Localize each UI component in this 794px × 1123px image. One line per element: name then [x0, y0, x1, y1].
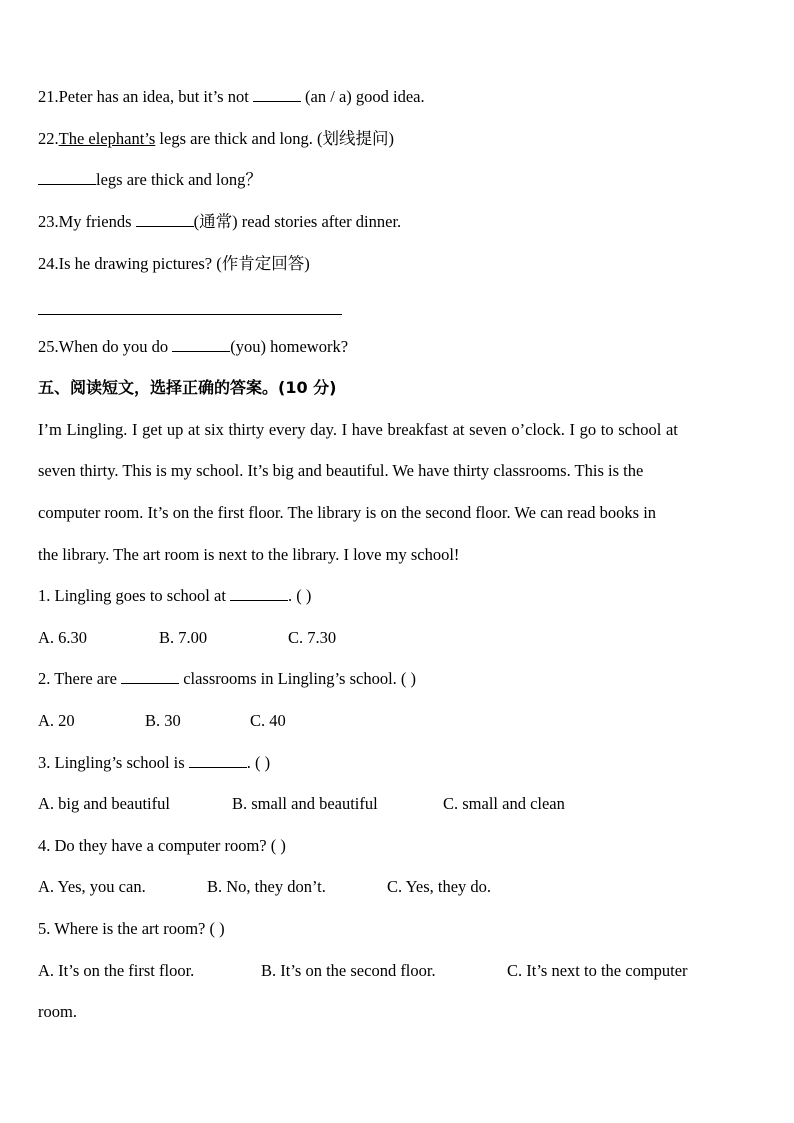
- reading-question-2-blank[interactable]: [121, 669, 179, 684]
- question-25-text-pre: 25.When do you do: [38, 337, 173, 356]
- reading-question-1-blank[interactable]: [230, 586, 288, 601]
- reading-question-3-blank[interactable]: [189, 753, 247, 768]
- reading-q3-option-c[interactable]: C. small and clean: [443, 794, 565, 813]
- question-22-text-post: legs are thick and long. (划线提问): [155, 129, 395, 148]
- question-24-answer-line[interactable]: [38, 314, 342, 315]
- question-23-text-pre: 23.My friends: [38, 212, 136, 231]
- question-22-line2-text: legs are thick and long？: [96, 170, 262, 189]
- reading-question-2: [38, 668, 416, 690]
- reading-q2-option-c[interactable]: C. 40: [250, 711, 286, 730]
- reading-question-1-post: . ( ): [288, 586, 312, 605]
- question-21: [38, 86, 425, 108]
- question-22-number: 22.: [38, 129, 59, 148]
- passage-line-2: seven thirty. This is my school. It’s big and beautiful. We have thirty classrooms. This is the: [38, 461, 644, 480]
- question-22-answer-line: [38, 169, 262, 191]
- question-25: [38, 336, 348, 358]
- question-21-number: 21.: [38, 87, 59, 106]
- question-22-blank[interactable]: [38, 170, 96, 185]
- question-23-text-post: (通常) read stories after dinner.: [193, 212, 402, 231]
- question-24-text: 24.Is he drawing pictures? (作肯定回答): [38, 254, 310, 273]
- reading-q1-option-b[interactable]: B. 7.00: [159, 628, 208, 647]
- reading-question-2-post: classrooms in Lingling’s school. ( ): [179, 669, 417, 688]
- passage-line-1: I’m Lingling. I get up at six thirty every day. I have breakfast at seven o’clock. I go to school at: [38, 420, 678, 439]
- reading-q5-option-b[interactable]: B. It’s on the second floor.: [261, 961, 436, 980]
- reading-q3-option-a[interactable]: A. big and beautiful: [38, 794, 170, 813]
- reading-q1-option-c[interactable]: C. 7.30: [288, 628, 337, 647]
- reading-question-3: [38, 752, 270, 774]
- question-25-text-post: (you) homework?: [230, 337, 349, 356]
- passage-line-4: the library. The art room is next to the library. I love my school!: [38, 545, 460, 564]
- section-5-heading: 五、阅读短文，选择正确的答案。(10 分): [38, 378, 337, 397]
- reading-q4-option-b[interactable]: B. No, they don’t.: [207, 877, 326, 896]
- reading-q4-option-a[interactable]: A. Yes, you can.: [38, 877, 146, 896]
- question-22-underlined-phrase: The elephant’s: [58, 129, 156, 148]
- reading-q1-option-a[interactable]: A. 6.30: [38, 628, 88, 647]
- passage-line-3: computer room. It’s on the first floor. The library is on the second floor. We can read books in: [38, 503, 657, 522]
- reading-q3-option-b[interactable]: B. small and beautiful: [232, 794, 378, 813]
- question-23-blank[interactable]: [136, 212, 194, 227]
- question-23: [38, 211, 401, 233]
- reading-q2-option-a[interactable]: A. 20: [38, 711, 75, 730]
- reading-q4-option-c[interactable]: C. Yes, they do.: [387, 877, 492, 896]
- reading-q2-option-b[interactable]: B. 30: [145, 711, 181, 730]
- reading-question-1-pre: 1. Lingling goes to school at: [38, 586, 231, 605]
- question-21-text-pre: Peter has an idea, but it’s not: [58, 87, 253, 106]
- reading-question-3-pre: 3. Lingling’s school is: [38, 753, 189, 772]
- reading-q5-option-c[interactable]: C. It’s next to the computer: [507, 961, 688, 980]
- reading-q5-option-a[interactable]: A. It’s on the first floor.: [38, 961, 195, 980]
- question-25-blank[interactable]: [172, 337, 230, 352]
- reading-question-3-post: . ( ): [246, 753, 271, 772]
- question-21-text-post: (an / a) good idea.: [305, 87, 425, 106]
- reading-question-5: 5. Where is the art room? ( ): [38, 919, 225, 938]
- question-21-blank[interactable]: [253, 87, 301, 102]
- reading-question-1: [38, 585, 311, 607]
- question-22: [38, 128, 394, 150]
- question-24: [38, 253, 310, 275]
- reading-question-4: 4. Do they have a computer room? ( ): [38, 836, 286, 855]
- reading-q5-option-c-wrap: room.: [38, 1002, 77, 1021]
- reading-question-2-pre: 2. There are: [38, 669, 122, 688]
